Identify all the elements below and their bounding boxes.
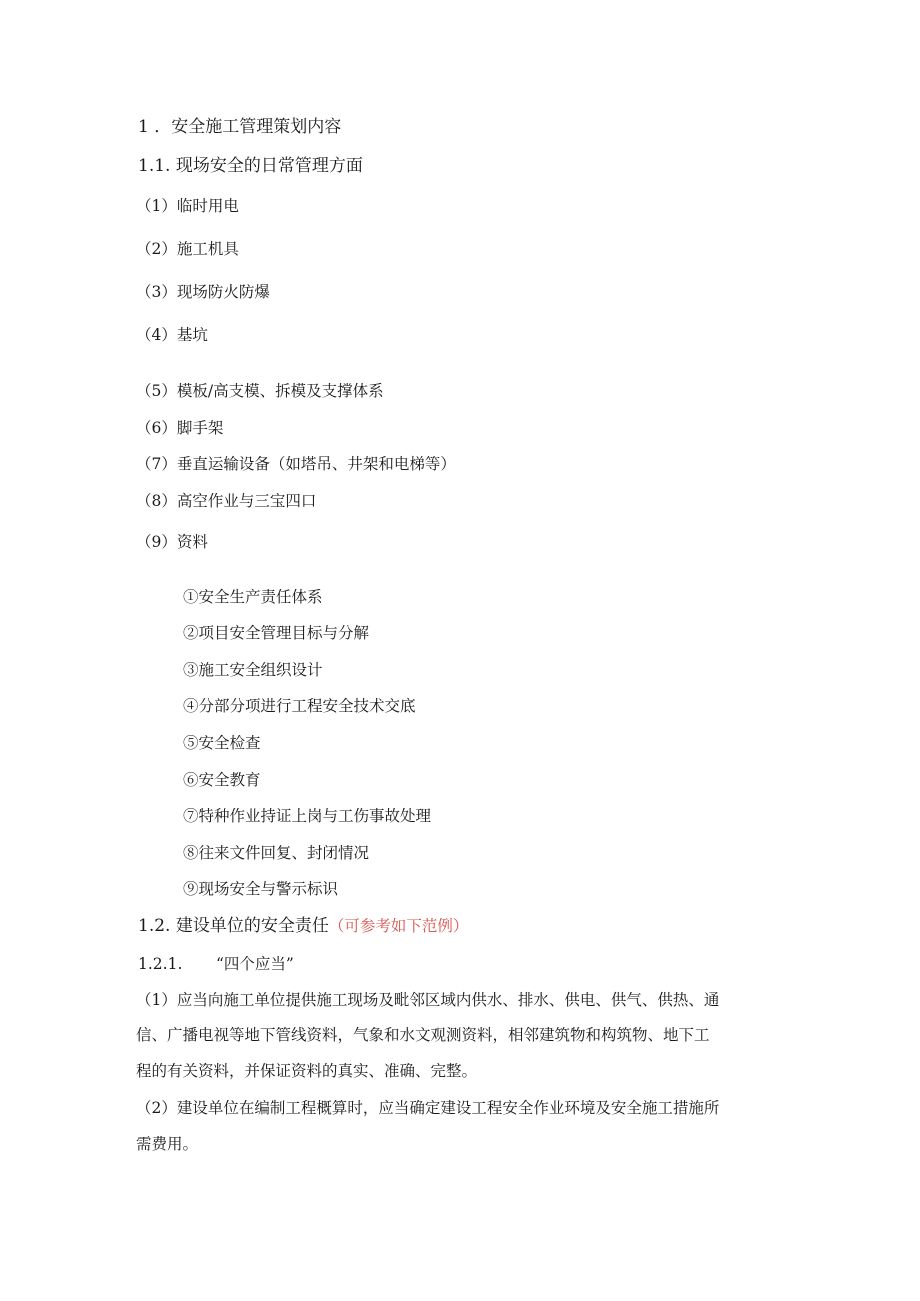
list-item: （6）脚手架 <box>136 419 224 437</box>
sub-list-item: ⑥安全教育 <box>183 771 261 789</box>
sub-list-item: ②项目安全管理目标与分解 <box>183 624 370 642</box>
heading-1-2-note: （可参考如下范例） <box>328 917 469 935</box>
paragraph-line: 信、广播电视等地下管线资料，气象和水文观测资料，相邻建筑物和构筑物、地下工 <box>136 1026 710 1044</box>
list-item: （4）基坑 <box>136 326 208 344</box>
list-item: （5）模板/高支模、拆模及支撑体系 <box>136 382 384 400</box>
heading-1: 1 ．安全施工管理策划内容 <box>138 117 342 137</box>
heading-1-2 <box>138 918 468 935</box>
paragraph-line: （2）建设单位在编制工程概算时，应当确定建设工程安全作业环境及安全施工措施所 <box>136 1099 720 1117</box>
heading-1-2-1-title: “四个应当” <box>216 955 294 973</box>
sub-list-item: ⑤安全检查 <box>183 734 261 752</box>
heading-1-2-1-number: 1.2.1. <box>138 955 183 973</box>
sub-list-item: ①安全生产责任体系 <box>183 588 323 606</box>
sub-list-item: ⑨现场安全与警示标识 <box>183 880 339 898</box>
list-item: （2）施工机具 <box>136 240 239 258</box>
list-item: （7）垂直运输设备（如塔吊、井架和电梯等） <box>136 455 456 473</box>
list-item: （9）资料 <box>136 533 208 551</box>
sub-list-item: ⑧往来文件回复、封闭情况 <box>183 844 370 862</box>
heading-1-1: 1.1. 现场安全的日常管理方面 <box>138 156 363 176</box>
sub-list-item: ④分部分项进行工程安全技术交底 <box>183 697 416 715</box>
paragraph-line: 需费用。 <box>136 1135 199 1153</box>
list-item: （8）高空作业与三宝四口 <box>136 492 317 510</box>
heading-1-2-title: 1.2. 建设单位的安全责任 <box>138 916 329 936</box>
paragraph-line: 程的有关资料，并保证资料的真实、准确、完整。 <box>136 1062 478 1080</box>
list-item: （3）现场防火防爆 <box>136 283 270 301</box>
paragraph-line: （1）应当向施工单位提供施工现场及毗邻区域内供水、排水、供电、供气、供热、通 <box>136 991 720 1009</box>
sub-list-item: ⑦特种作业持证上岗与工伤事故处理 <box>183 807 432 825</box>
sub-list-item: ③施工安全组织设计 <box>183 661 323 679</box>
list-item: （1）临时用电 <box>136 197 239 215</box>
heading-1-2-1 <box>138 955 294 973</box>
